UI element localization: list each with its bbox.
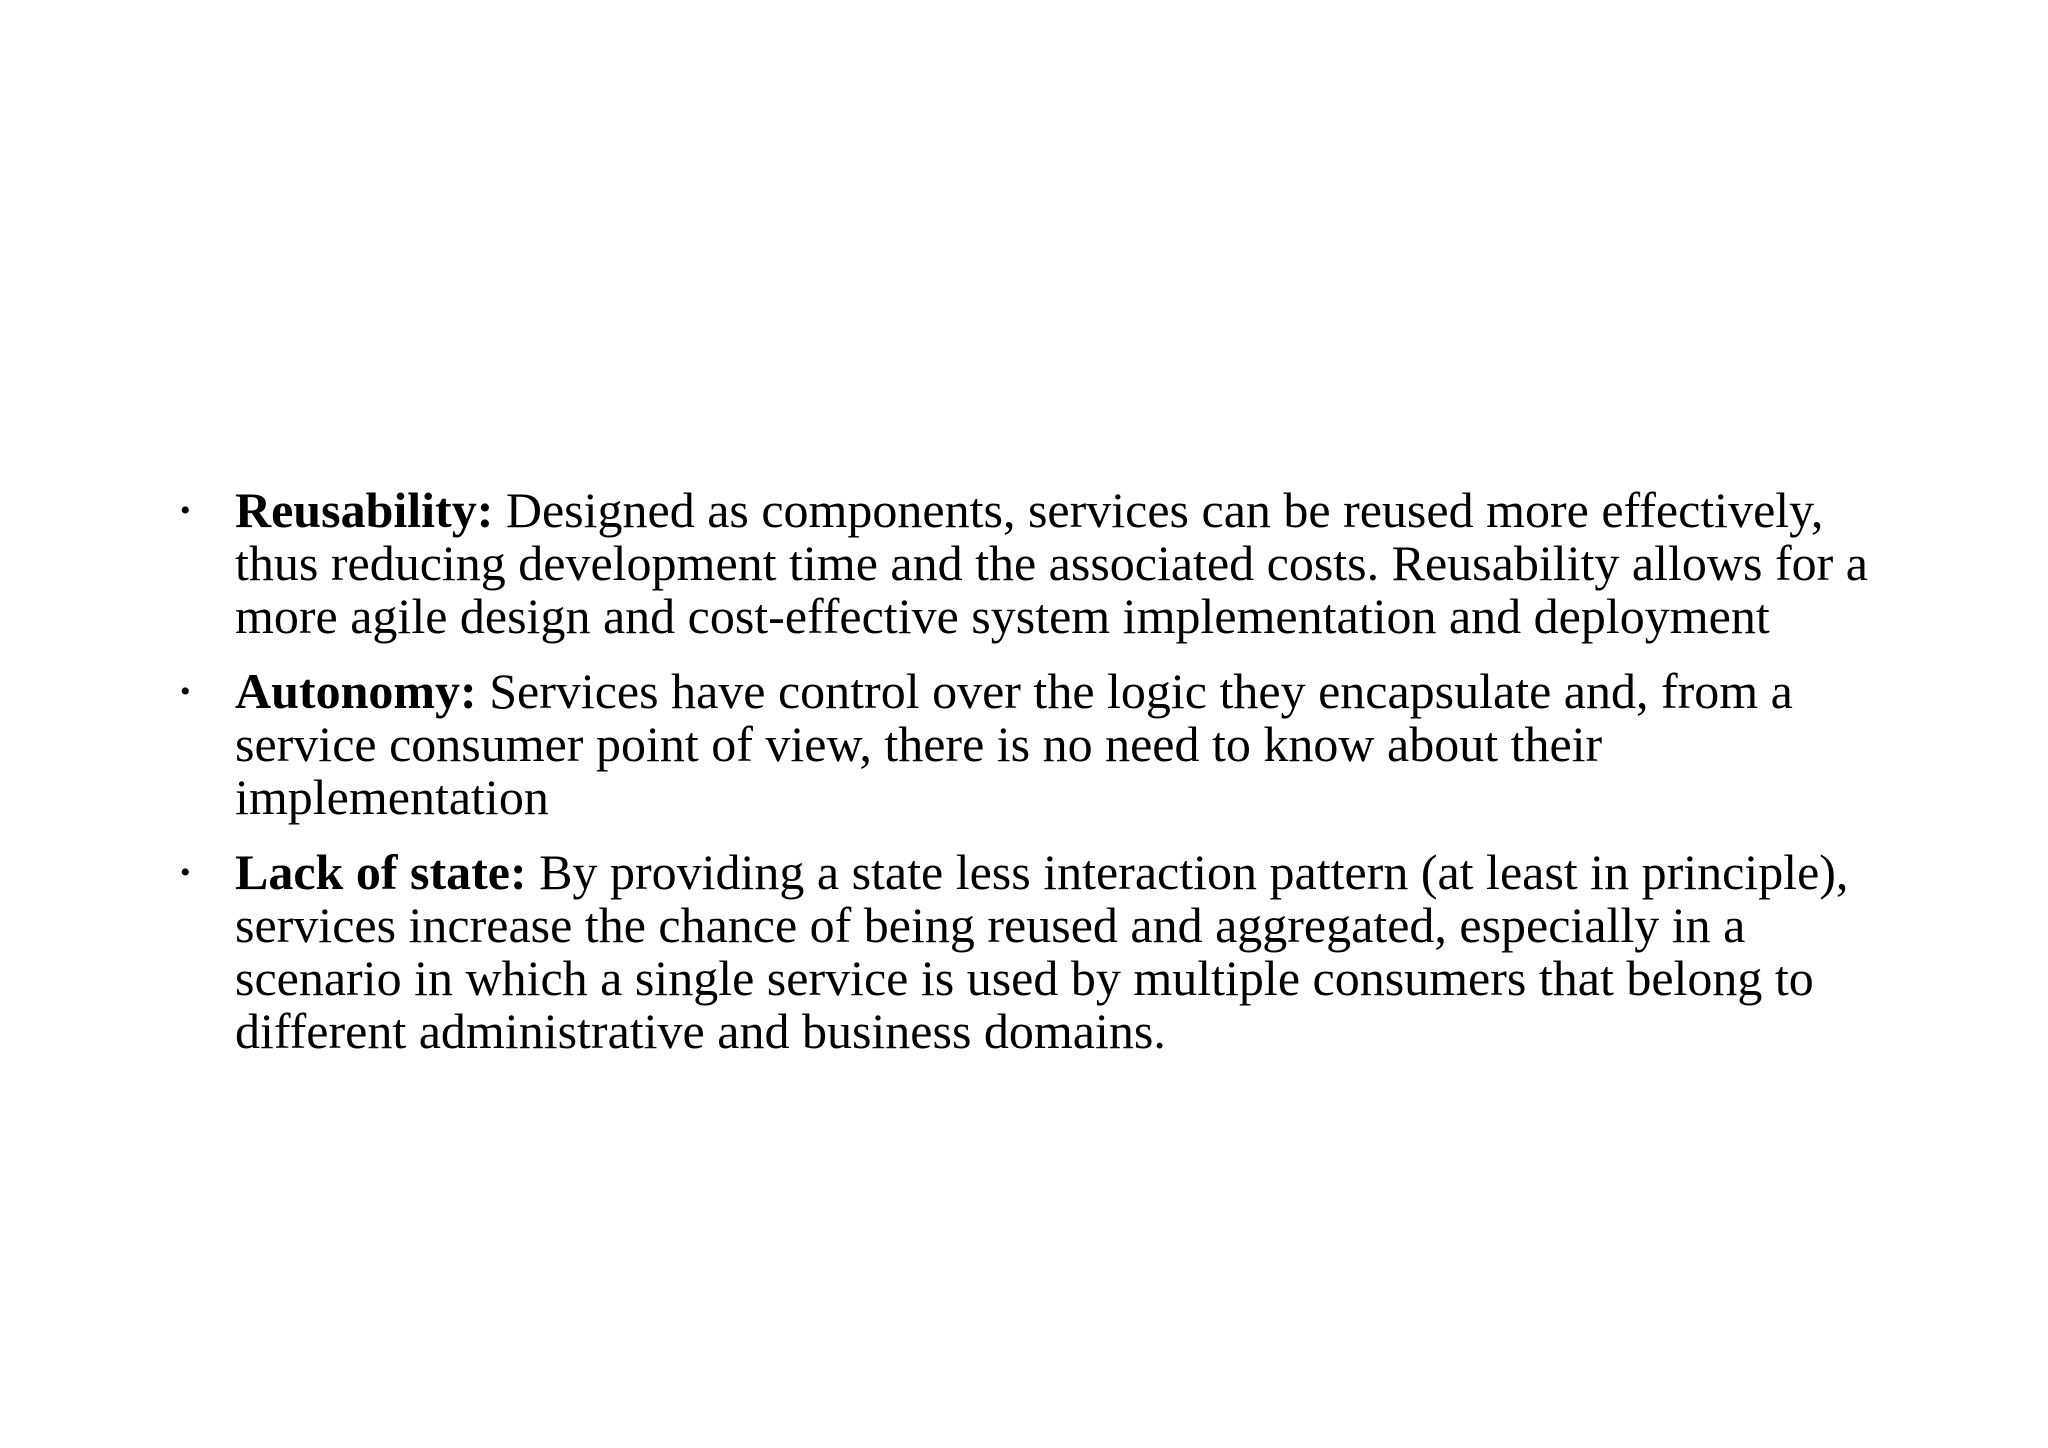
bullet-icon: • bbox=[180, 675, 191, 708]
bullet-text: By providing a state less interaction pattern (at least in principle), services increase the chance of being reused and aggregated, especially in a scenario in which a single service is used by multiple consumers that belong to different administrative and business domains. bbox=[235, 844, 1849, 1059]
bullet-list bbox=[180, 484, 1900, 1080]
bullet-item-reusability bbox=[180, 484, 1900, 643]
bullet-term: Lack of state: bbox=[235, 844, 527, 900]
bullet-text: Designed as components, services can be reused more effectively, thus reducing development time and the associated costs. Reusability allows for a more agile design and cost-effective system implementation and deployment bbox=[235, 482, 1868, 644]
bullet-term: Autonomy: bbox=[235, 663, 477, 719]
bullet-icon: • bbox=[180, 494, 191, 527]
bullet-icon: • bbox=[180, 856, 191, 889]
bullet-term: Reusability: bbox=[235, 482, 494, 538]
bullet-item-lack-of-state bbox=[180, 846, 1900, 1058]
bullet-item-autonomy bbox=[180, 665, 1900, 824]
bullet-text: Services have control over the logic they encapsulate and, from a service consumer point of view, there is no need to know about their implementation bbox=[235, 663, 1793, 825]
